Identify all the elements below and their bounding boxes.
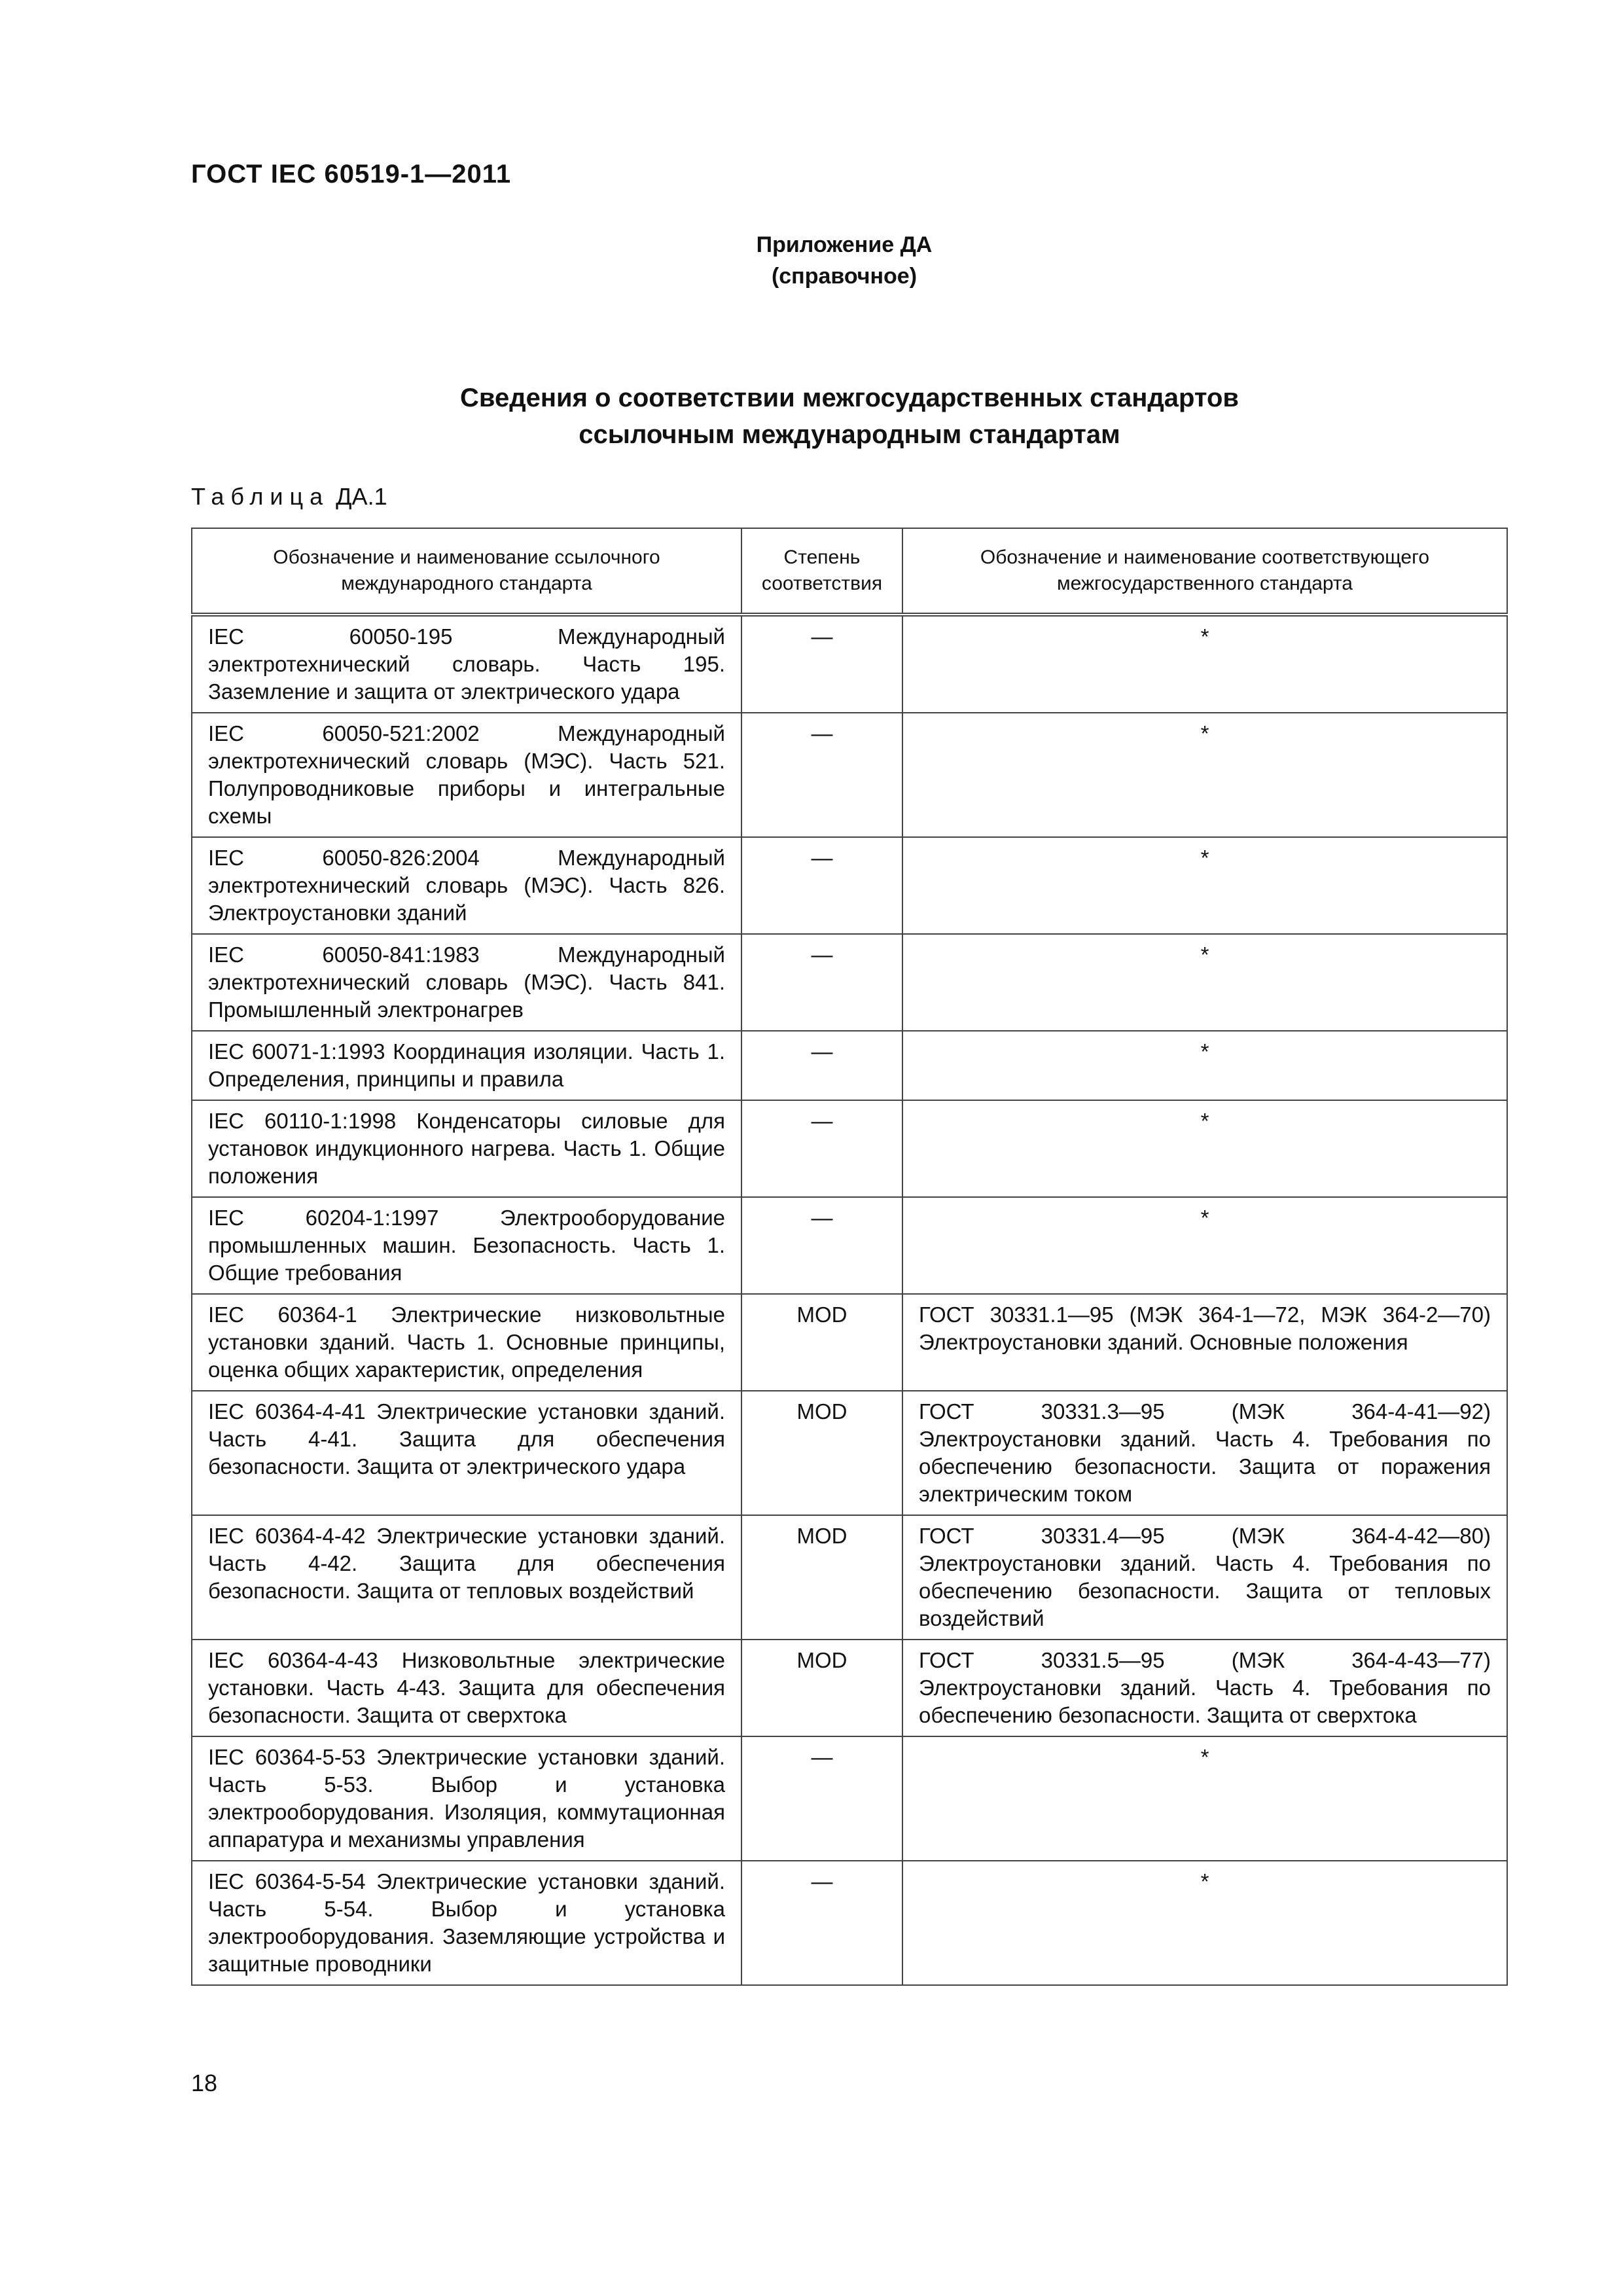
cell-international-standard: IEC 60050-521:2002 Международный электротехнический словарь (МЭС). Часть 521. Полупроводниковые приборы и интегральные схемы	[192, 713, 741, 837]
table-row	[192, 837, 1507, 934]
cell-degree: —	[741, 615, 902, 713]
table-label-word: Таблица	[191, 483, 330, 510]
cell-degree: —	[741, 1861, 902, 1985]
cell-international-standard: IEC 60050-195 Международный электротехнический словарь. Часть 195. Заземление и защита от электрического удара	[192, 615, 741, 713]
header-degree-of-compliance: Степень соответствия	[741, 528, 902, 615]
cell-international-standard: IEC 60110-1:1998 Конденсаторы силовые для установок индукционного нагрева. Часть 1. Общие положения	[192, 1100, 741, 1197]
table-row	[192, 1736, 1507, 1861]
cell-interstate-standard: ГОСТ 30331.3—95 (МЭК 364-4-41—92) Электроустановки зданий. Часть 4. Требования по обеспечению безопасности. Защита от поражения электрическим током	[902, 1391, 1507, 1515]
cell-degree: —	[741, 1736, 902, 1861]
header-interstate-standard: Обозначение и наименование соответствующего межгосударственного стандарта	[902, 528, 1507, 615]
cell-interstate-standard: *	[902, 934, 1507, 1031]
cell-interstate-standard: ГОСТ 30331.1—95 (МЭК 364-1—72, МЭК 364-2—70) Электроустановки зданий. Основные положения	[902, 1294, 1507, 1391]
table-row	[192, 1294, 1507, 1391]
cell-degree: —	[741, 934, 902, 1031]
table-row	[192, 615, 1507, 713]
table-row	[192, 1515, 1507, 1640]
cell-international-standard: IEC 60050-841:1983 Международный электротехнический словарь (МЭС). Часть 841. Промышленный электронагрев	[192, 934, 741, 1031]
table-row	[192, 1640, 1507, 1736]
cell-interstate-standard: ГОСТ 30331.4—95 (МЭК 364-4-42—80) Электроустановки зданий. Часть 4. Требования по обеспечению безопасности. Защита от тепловых воздействий	[902, 1515, 1507, 1640]
cell-interstate-standard: *	[902, 1736, 1507, 1861]
cell-interstate-standard: *	[902, 1861, 1507, 1985]
cell-degree: —	[741, 713, 902, 837]
cell-degree: —	[741, 1031, 902, 1100]
appendix-title: Приложение ДА	[756, 232, 933, 257]
cell-degree: —	[741, 1197, 902, 1294]
table-row	[192, 1391, 1507, 1515]
cell-interstate-standard: *	[902, 1100, 1507, 1197]
cell-degree: MOD	[741, 1640, 902, 1736]
cell-international-standard: IEC 60364-4-42 Электрические установки зданий. Часть 4-42. Защита для обеспечения безопасности. Защита от тепловых воздействий	[192, 1515, 741, 1640]
cell-degree: —	[741, 837, 902, 934]
cell-international-standard: IEC 60071-1:1993 Координация изоляции. Часть 1. Определения, принципы и правила	[192, 1031, 741, 1100]
table-row	[192, 1861, 1507, 1985]
cell-interstate-standard: ГОСТ 30331.5—95 (МЭК 364-4-43—77) Электроустановки зданий. Часть 4. Требования по обеспечению безопасности. Защита от сверхтока	[902, 1640, 1507, 1736]
table-header-row	[192, 528, 1507, 615]
cell-degree: —	[741, 1100, 902, 1197]
appendix-heading	[0, 229, 1623, 292]
cell-interstate-standard: *	[902, 1031, 1507, 1100]
document-header: ГОСТ IEC 60519-1—2011	[191, 160, 512, 188]
table-row	[192, 1100, 1507, 1197]
appendix-subtitle: (справочное)	[771, 264, 918, 289]
cell-interstate-standard: *	[902, 615, 1507, 713]
cell-international-standard: IEC 60364-4-43 Низковольтные электрические установки. Часть 4-43. Защита для обеспечения безопасности. Защита от сверхтока	[192, 1640, 741, 1736]
section-title	[191, 380, 1508, 453]
table-row	[192, 934, 1507, 1031]
table-label-number: ДА.1	[336, 483, 387, 510]
cell-international-standard: IEC 60204-1:1997 Электрооборудование промышленных машин. Безопасность. Часть 1. Общие требования	[192, 1197, 741, 1294]
table-row	[192, 1197, 1507, 1294]
cell-international-standard: IEC 60364-5-54 Электрические установки зданий. Часть 5-54. Выбор и установка электрооборудования. Заземляющие устройства и защитные проводники	[192, 1861, 741, 1985]
cell-interstate-standard: *	[902, 713, 1507, 837]
cell-international-standard: IEC 60050-826:2004 Международный электротехнический словарь (МЭС). Часть 826. Электроустановки зданий	[192, 837, 741, 934]
cell-international-standard: IEC 60364-5-53 Электрические установки зданий. Часть 5-53. Выбор и установка электрооборудования. Изоляция, коммутационная аппаратура и механизмы управления	[192, 1736, 741, 1861]
cell-interstate-standard: *	[902, 1197, 1507, 1294]
cell-degree: MOD	[741, 1515, 902, 1640]
section-title-line-1: Сведения о соответствии межгосударственных стандартов	[460, 384, 1239, 412]
table-row	[192, 1031, 1507, 1100]
header-international-standard: Обозначение и наименование ссылочного международного стандарта	[192, 528, 741, 615]
cell-degree: MOD	[741, 1294, 902, 1391]
section-title-line-2: ссылочным международным стандартам	[579, 420, 1120, 449]
standards-table	[191, 528, 1508, 1986]
table-label	[191, 483, 387, 511]
cell-international-standard: IEC 60364-4-41 Электрические установки зданий. Часть 4-41. Защита для обеспечения безопасности. Защита от электрического удара	[192, 1391, 741, 1515]
cell-international-standard: IEC 60364-1 Электрические низковольтные установки зданий. Часть 1. Основные принципы, оценка общих характеристик, определения	[192, 1294, 741, 1391]
cell-interstate-standard: *	[902, 837, 1507, 934]
cell-degree: MOD	[741, 1391, 902, 1515]
page-number: 18	[191, 2070, 218, 2096]
table-row	[192, 713, 1507, 837]
